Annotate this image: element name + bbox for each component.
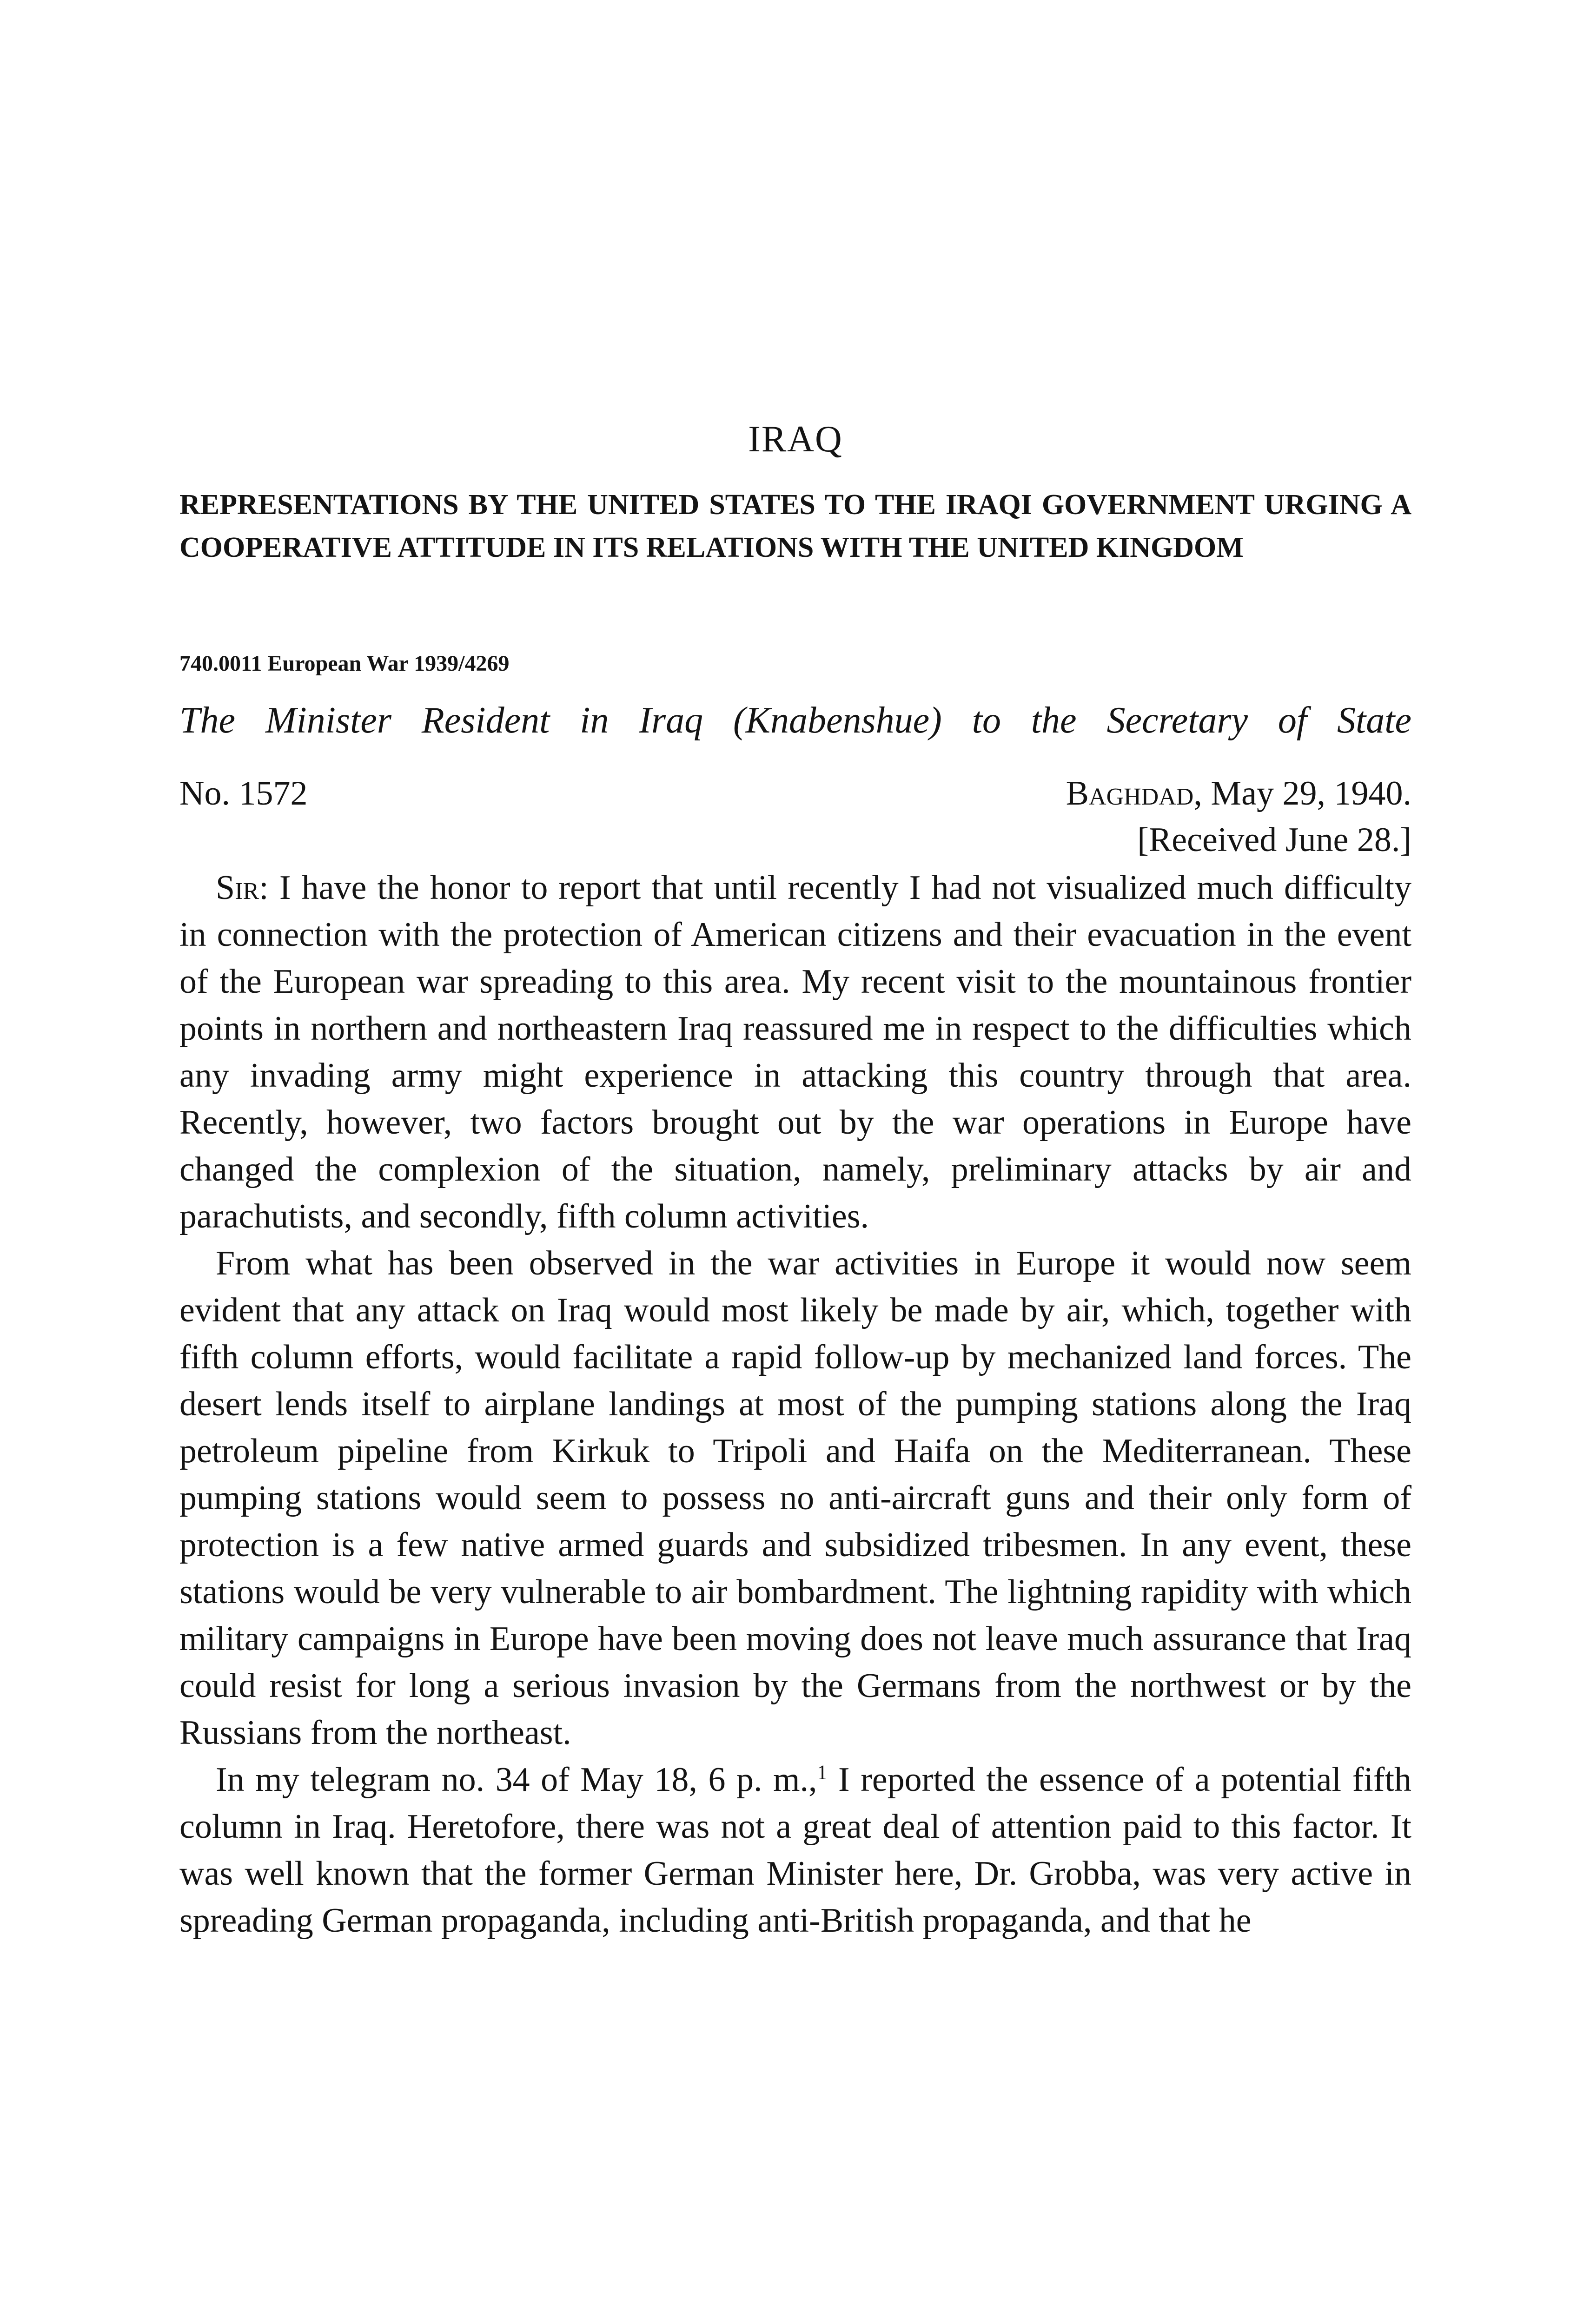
section-title: IRAQ [748,419,843,460]
paragraph-1-text: : I have the honor to report that until recently I had not visualized much difficulty in connection with the protection of American citizens and their evacuation in the event of the European war spreading to this area. My recent visit to the mountainous frontier points in northern and northeastern Iraq reassured me in respect to the difficulties which any invading army might experience in attacking this country through that area. Recently, however, two factors brought out by the war operations in Europe have changed the complexion of the situation, namely, preliminary attacks by air and parachutists, and secondly, fifth column activities. [179,869,1411,1235]
paragraph-2: From what has been observed in the war activities in Europe it would now seem evident that any attack on Iraq would most likely be made by air, which, together with fifth column efforts, would facilitate a rapid follow-up by mechanized land forces. The desert lends itself to airplane landings at most of the pumping stations along the Iraq petroleum pipeline from Kirkuk to Tripoli and Haifa on the Mediterranean. These pumping stations would seem to possess no anti-aircraft guns and their only form of protection is a few native armed guards and subsidized tribesmen. In any event, these stations would be very vulnerable to air bombardment. The lightning rapidity with which military campaigns in Europe have been moving does not leave much assurance that Iraq could resist for long a serious invasion by the Germans from the northwest or by the Russians from the northeast. [179,1244,1411,1752]
footnote-reference: 1 [817,1761,828,1784]
salutation: Sir [216,869,259,907]
place: Baghdad [1066,774,1194,812]
dispatch-number: No. 1572 [179,774,308,812]
place-date [1066,774,1411,813]
date: , May 29, 1940. [1193,774,1411,812]
document-heading: REPRESENTATIONS BY THE UNITED STATES TO THE IRAQI GOVERNMENT URGING A COOPERATIVE ATTITUDE IN ITS RELATIONS WITH THE UNITED KINGDOM [179,489,1411,563]
paragraph-3-text-a: In my telegram no. 34 of May 18, 6 p. m., [216,1761,817,1799]
sender-line: The Minister Resident in Iraq (Knabenshue) to the Secretary of State [179,700,1411,741]
received-date: [Received June 28.] [1137,821,1411,859]
letter-body [179,865,1411,1944]
paragraph-3-text-b: I reported the essence of a potential fifth column in Iraq. Heretofore, there was not a great deal of attention paid to this factor. It was well known that the former German Minister here, Dr. Grobba, was very active in spreading German propaganda, including anti-British propaganda, and that he [179,1761,1412,1940]
paragraph-1 [179,865,1411,1240]
file-reference: 740.0011 European War 1939/4269 [179,651,510,676]
paragraph-3 [179,1756,1411,1944]
